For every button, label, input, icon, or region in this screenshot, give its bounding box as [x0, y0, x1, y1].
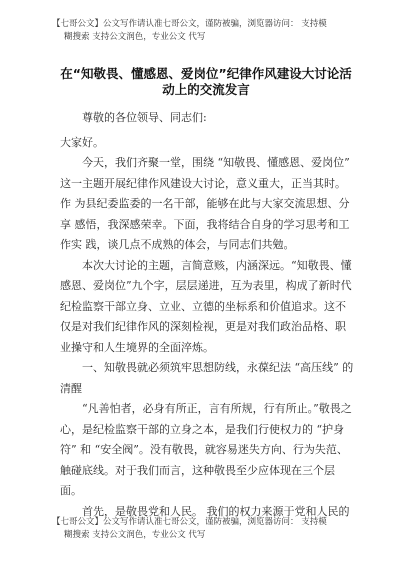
body-paragraph: 首先，是敬畏党和人民。 我们的权力来源于党和人民的 [82, 504, 350, 518]
document-title: 在“知敬畏、懂感恩、爱岗位”纪律作风建设大讨论活动上的交流发言 [60, 66, 352, 97]
header-banner-line-1: 【七哥公文】公文写作请认准七哥公文，谨防被骗，浏览器访问： 支持模 [52, 19, 327, 29]
footer-banner [52, 516, 382, 542]
footer-banner-line-1: 【七哥公文】公文写作请认准七哥公文，谨防被骗，浏览器访问： 支持模 [52, 517, 327, 527]
document-body [60, 108, 356, 522]
greeting: 大家好。 [60, 135, 104, 149]
body-paragraph: 今天，我们齐聚一堂，围绕 “知敬畏、懂感恩、爱岗位” 这一主题开展纪律作风建设大讨论，意义重大，正当其时。作 为县纪委监委的一名干部，能够在此与大家交流思想、分享 感悟，我深感荣幸。下面，我将结合自身的学习思考和工作实 践，谈几点不成熟的体会，与同志们共勉。 [60, 156, 350, 251]
salutation: 尊敬的各位领导、同志们: [82, 111, 207, 124]
header-banner [52, 18, 382, 44]
footer-banner-line-2: 糊搜索 支持公文润色，专业公文 代写 [64, 530, 206, 540]
section-heading: 一、知敬畏就必须筑牢思想防线，永葆纪法 “高压线” 的清醒 [60, 361, 354, 395]
header-banner-line-2: 糊搜索 支持公文润色，专业公文 代写 [64, 32, 206, 42]
body-paragraph: 本次大讨论的主题，言简意赅，内涵深远。“知敬畏、懂 感恩、爱岗位”九个字，层层递进，互为表里，构成了新时代 纪检监察干部立身、立业、立德的坐标系和价值追求。这不 仅是对我们纪律作风的深刻检视，更是对我们政治品格、职 业操守和人生境界的全面淬炼。 [60, 258, 352, 354]
body-paragraph: “凡善怕者，必身有所正，言有所规，行有所止。”敬畏之心，是纪检监察干部的立身之本，是我们行使权力的 “护身符” 和 “安全阀”。没有敬畏，就容易迷失方向、行为失范、触碰底线。对于我们而言，这种敬畏至少应体现在三个层面。 [60, 402, 352, 497]
